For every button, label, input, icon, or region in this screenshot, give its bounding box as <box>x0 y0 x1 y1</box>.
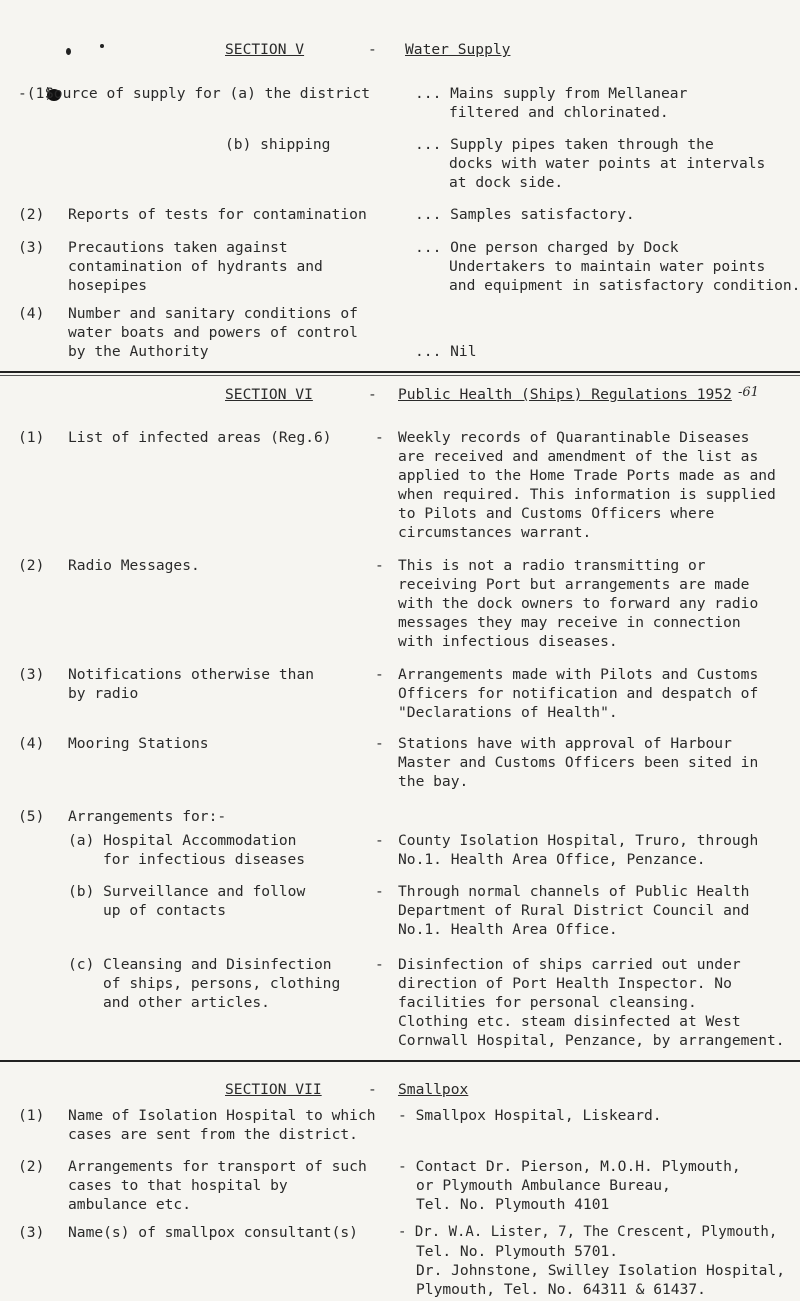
s7-num-1: (1) <box>18 1107 45 1124</box>
s6-right-4c: the bay. <box>398 773 469 790</box>
s6-left-3a: Notifications otherwise than <box>68 666 315 683</box>
s5-left-4b: water boats and powers of control <box>68 324 358 341</box>
s6-right-5c2: direction of Port Health Inspector. No <box>398 975 732 992</box>
s6-right-3c: "Declarations of Health". <box>398 704 618 721</box>
section-v-dash: - <box>368 41 377 58</box>
speck <box>66 48 71 55</box>
s6-right-2e: with infectious diseases. <box>398 633 618 650</box>
s5-right-2a: ... Supply pipes taken through the <box>415 136 714 153</box>
s6-right-1b: are received and amendment of the list as <box>398 448 759 465</box>
section-v-title: SECTION V <box>225 41 305 58</box>
s5-left-3a: Precautions taken against <box>68 239 288 256</box>
s6-dash-1: - <box>375 429 384 446</box>
section-vii-dash: - <box>368 1081 377 1098</box>
s5-right-1a: ... Mains supply from Mellanear <box>415 85 688 102</box>
s7-right-2c: Tel. No. Plymouth 4101 <box>416 1196 610 1213</box>
s5-num-4: (4) <box>18 305 45 322</box>
s6-left-5c3: and other articles. <box>103 994 270 1011</box>
s6-right-1d: when required. This information is supplied <box>398 486 776 503</box>
s6-right-2a: This is not a radio transmitting or <box>398 557 706 574</box>
s5-left-3b: contamination of hydrants and <box>68 258 323 275</box>
s6-left-5b1: (b) Surveillance and follow <box>68 883 306 900</box>
s7-left-3: Name(s) of smallpox consultant(s) <box>68 1224 358 1241</box>
s5-left-4a: Number and sanitary conditions of <box>68 305 358 322</box>
s7-right-2a: - Contact Dr. Pierson, M.O.H. Plymouth, <box>398 1158 741 1175</box>
s5-left-3c: hosepipes <box>68 277 148 294</box>
s5-right-4b: Undertakers to maintain water points <box>449 258 766 275</box>
s5-left-2: Reports of tests for contamination <box>68 206 367 223</box>
s6-right-2d: messages they may receive in connection <box>398 614 741 631</box>
s6-right-5b3: No.1. Health Area Office. <box>398 921 618 938</box>
section-vi-title: SECTION VI <box>225 386 313 403</box>
s7-right-3d: Plymouth, Tel. No. 64311 & 61437. <box>416 1281 706 1298</box>
handwritten-annotation: -61 <box>738 385 759 400</box>
s6-right-1a: Weekly records of Quarantinable Diseases <box>398 429 750 446</box>
s7-left-2a: Arrangements for transport of such <box>68 1158 367 1175</box>
s5-right-5: ... Nil <box>415 343 477 360</box>
section-v-subtitle: Water Supply <box>405 41 511 58</box>
s6-right-5c1: Disinfection of ships carried out under <box>398 956 741 973</box>
s6-right-1f: circumstances warrant. <box>398 524 592 541</box>
s7-left-2b: cases to that hospital by <box>68 1177 288 1194</box>
s6-right-5b2: Department of Rural District Council and <box>398 902 750 919</box>
s6-dash-5c: - <box>375 956 384 973</box>
s5-right-4c: and equipment in satisfactory condition. <box>449 277 800 294</box>
s5-num-1: -(1) <box>18 85 54 102</box>
s6-left-4: Mooring Stations <box>68 735 209 752</box>
speck <box>100 44 104 48</box>
s6-dash-5a: - <box>375 832 384 849</box>
s7-right-1: - Smallpox Hospital, Liskeard. <box>398 1107 662 1124</box>
s6-dash-3: - <box>375 666 384 683</box>
section-vii-subtitle: Smallpox <box>398 1081 469 1098</box>
s5-left-1b: (b) shipping <box>225 136 331 153</box>
s7-num-3: (3) <box>18 1224 45 1241</box>
s6-right-4b: Master and Customs Officers been sited in <box>398 754 759 771</box>
s6-right-4a: Stations have with approval of Harbour <box>398 735 732 752</box>
s5-left-1: Source of supply for (a) the district <box>45 85 371 102</box>
s7-right-3a: - Dr. W.A. Lister, 7, The Crescent, Plymouth, <box>398 1224 778 1240</box>
s7-left-1b: cases are sent from the district. <box>68 1126 358 1143</box>
section-vii-title: SECTION VII <box>225 1081 322 1098</box>
s6-left-1: List of infected areas (Reg.6) <box>68 429 332 446</box>
s7-num-2: (2) <box>18 1158 45 1175</box>
s7-left-2c: ambulance etc. <box>68 1196 192 1213</box>
s6-left-5: Arrangements for:- <box>68 808 227 825</box>
s6-left-5c1: (c) Cleansing and Disinfection <box>68 956 332 973</box>
s6-right-2b: receiving Port but arrangements are made <box>398 576 750 593</box>
s6-dash-2: - <box>375 557 384 574</box>
s6-left-3b: by radio <box>68 685 139 702</box>
section-divider <box>0 1060 800 1062</box>
s6-left-5b2: up of contacts <box>103 902 227 919</box>
s6-right-5b1: Through normal channels of Public Health <box>398 883 750 900</box>
s5-right-2b: docks with water points at intervals <box>449 155 766 172</box>
s6-right-5c3: facilities for personal cleansing. <box>398 994 697 1011</box>
s6-num-3: (3) <box>18 666 45 683</box>
s6-right-5c4: Clothing etc. steam disinfected at West <box>398 1013 741 1030</box>
s6-right-1c: applied to the Home Trade Ports made as and <box>398 467 776 484</box>
s6-num-1: (1) <box>18 429 45 446</box>
s6-left-5a1: (a) Hospital Accommodation <box>68 832 297 849</box>
s5-right-1b: filtered and chlorinated. <box>449 104 669 121</box>
s6-dash-4: - <box>375 735 384 752</box>
s6-right-3a: Arrangements made with Pilots and Customs <box>398 666 759 683</box>
s7-left-1a: Name of Isolation Hospital to which <box>68 1107 376 1124</box>
s6-left-5a2: for infectious diseases <box>103 851 306 868</box>
s5-right-4a: ... One person charged by Dock <box>415 239 679 256</box>
s6-right-5c5: Cornwall Hospital, Penzance, by arrangement. <box>398 1032 785 1049</box>
s5-left-4c: by the Authority <box>68 343 209 360</box>
s7-right-3b: Tel. No. Plymouth 5701. <box>416 1243 619 1260</box>
s5-num-2: (2) <box>18 206 45 223</box>
s7-right-3c: Dr. Johnstone, Swilley Isolation Hospital, <box>416 1262 786 1279</box>
s6-right-5a1: County Isolation Hospital, Truro, through <box>398 832 759 849</box>
section-divider <box>0 371 800 373</box>
section-vi-dash: - <box>368 386 377 403</box>
section-vi-subtitle: Public Health (Ships) Regulations 1952 <box>398 386 732 403</box>
s7-right-2b: or Plymouth Ambulance Bureau, <box>416 1177 671 1194</box>
s6-right-2c: with the dock owners to forward any radio <box>398 595 759 612</box>
s5-right-3: ... Samples satisfactory. <box>415 206 635 223</box>
s6-dash-5b: - <box>375 883 384 900</box>
s6-right-1e: to Pilots and Customs Officers where <box>398 505 715 522</box>
s6-num-2: (2) <box>18 557 45 574</box>
s5-right-2c: at dock side. <box>449 174 564 191</box>
s6-right-3b: Officers for notification and despatch of <box>398 685 759 702</box>
s6-right-5a2: No.1. Health Area Office, Penzance. <box>398 851 706 868</box>
s6-left-2: Radio Messages. <box>68 557 200 574</box>
s6-num-5: (5) <box>18 808 45 825</box>
s6-left-5c2: of ships, persons, clothing <box>103 975 341 992</box>
s5-num-3: (3) <box>18 239 45 256</box>
s6-num-4: (4) <box>18 735 45 752</box>
section-divider-thin <box>0 375 800 376</box>
